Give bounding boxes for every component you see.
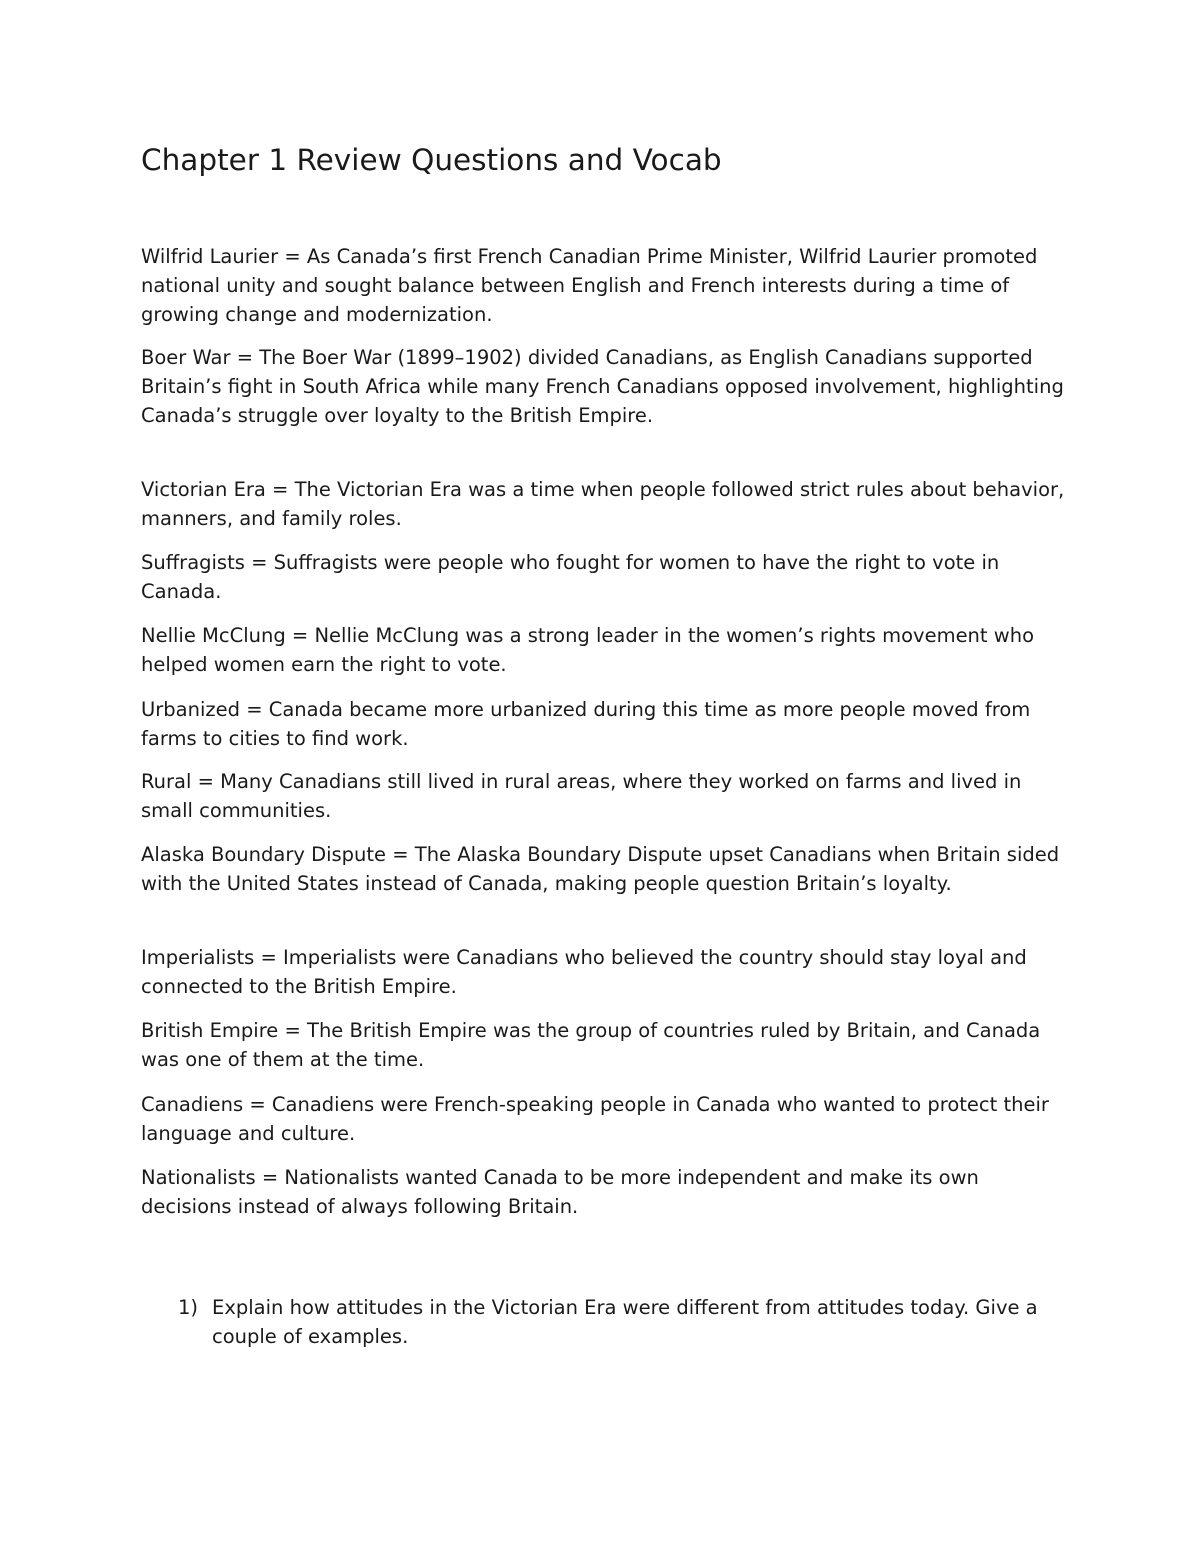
vocab-suffragists: Suffragists = Suffragists were people who fought for women to have the right to vote in Canada. [141, 551, 1000, 603]
question-number: 1) [178, 1296, 199, 1319]
vocab-nationalists: Nationalists = Nationalists wanted Canada to be more independent and make its own decisions instead of always following Britain. [141, 1166, 979, 1218]
vocab-nellie-mcclung: Nellie McClung = Nellie McClung was a strong leader in the women’s rights movement who helped women earn the right to vote. [141, 624, 1035, 676]
vocab-wilfrid-laurier: Wilfrid Laurier = As Canada’s first French Canadian Prime Minister, Wilfrid Laurier promoted national unity and sought balance between English and French interests during a time of growing change and modernization. [141, 245, 1038, 326]
vocab-rural: Rural = Many Canadians still lived in rural areas, where they worked on farms and lived in small communities. [141, 770, 1022, 822]
vocab-canadiens: Canadiens = Canadiens were French-speaking people in Canada who wanted to protect their language and culture. [141, 1093, 1049, 1145]
question-item [178, 1293, 1058, 1351]
vocab-alaska-boundary-dispute: Alaska Boundary Dispute = The Alaska Boundary Dispute upset Canadians when Britain sided with the United States instead of Canada, making people question Britain’s loyalty. [141, 843, 1060, 895]
vocab-victorian-era: Victorian Era = The Victorian Era was a time when people followed strict rules about behavior, manners, and family roles. [141, 478, 1065, 530]
page-title: Chapter 1 Review Questions and Vocab [141, 143, 722, 177]
question-text: Explain how attitudes in the Victorian Era were different from attitudes today. Give a couple of examples. [212, 1296, 1038, 1348]
vocab-boer-war: Boer War = The Boer War (1899–1902) divided Canadians, as English Canadians supported Britain’s fight in South Africa while many French Canadians opposed involvement, highlighting Canada’s struggle over loyalty to the British Empire. [141, 346, 1064, 427]
vocab-imperialists: Imperialists = Imperialists were Canadians who believed the country should stay loyal and connected to the British Empire. [141, 946, 1027, 998]
vocab-british-empire: British Empire = The British Empire was the group of countries ruled by Britain, and Canada was one of them at the time. [141, 1019, 1041, 1071]
vocab-urbanized: Urbanized = Canada became more urbanized during this time as more people moved from farms to cities to find work. [141, 698, 1031, 750]
